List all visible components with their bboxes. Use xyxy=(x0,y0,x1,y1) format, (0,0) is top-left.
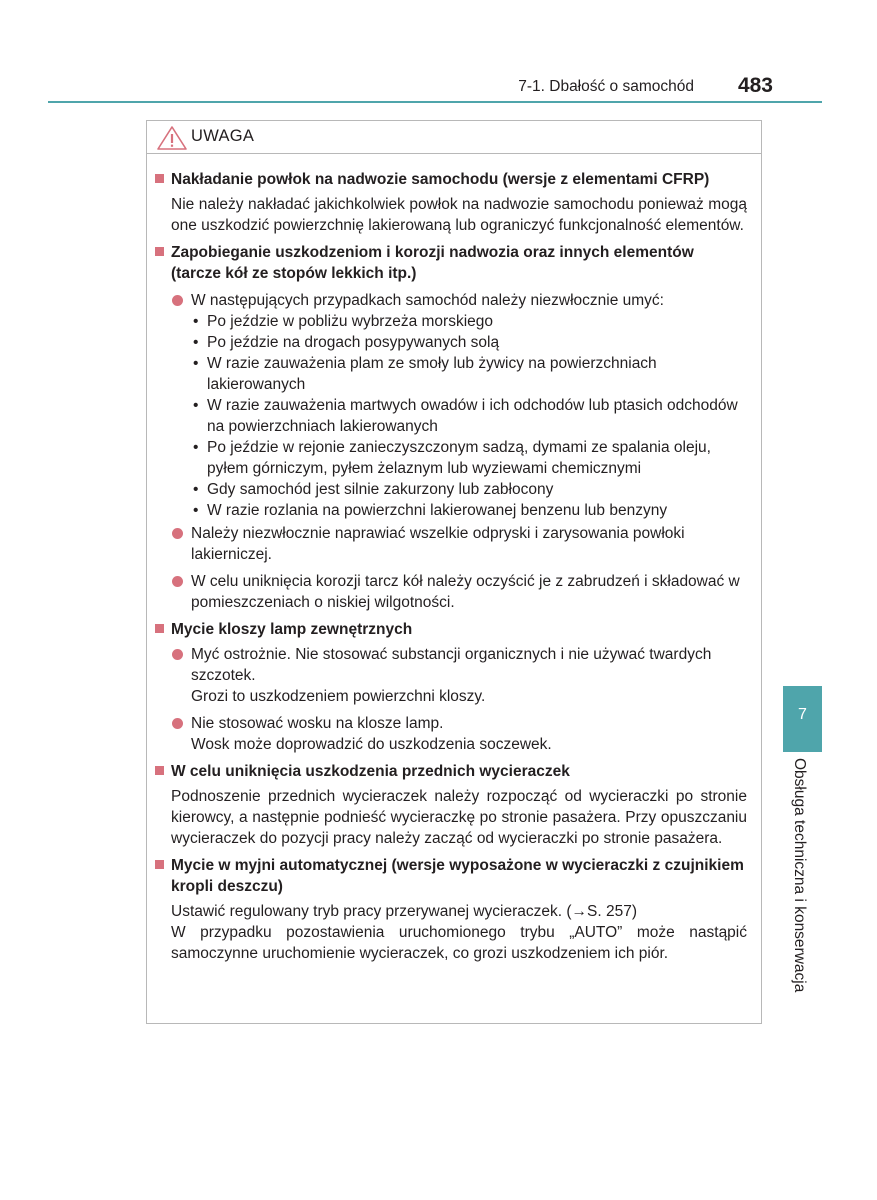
section-title xyxy=(155,242,747,284)
section-text-line: Ustawić regulowany tryb pracy przerywanej wycieraczek. (→S. 257) xyxy=(171,903,638,920)
list-item-text: Nie stosować wosku na klosze lamp. xyxy=(191,715,444,732)
warning-title: UWAGA xyxy=(191,127,255,145)
section-title xyxy=(155,855,747,897)
header-rule xyxy=(48,101,822,103)
round-bullet-icon xyxy=(172,718,183,729)
section-title-text: Zapobieganie uszkodzeniom i korozji nadwozia oraz innych elementów (tarcze kół ze stopów lekkich itp.) xyxy=(171,244,694,282)
section-cfrp xyxy=(155,169,747,236)
section-title-text: Mycie w myjni automatycznej (wersje wyposażone w wycieraczki z czujnikiem kropli deszczu) xyxy=(171,857,744,895)
list-item-continuation: Grozi to uszkodzeniem powierzchni kloszy. xyxy=(191,688,486,705)
round-bullet-icon xyxy=(172,649,183,660)
square-bullet-icon xyxy=(155,860,164,869)
list-item xyxy=(155,290,747,521)
section-text: Podnoszenie przednich wycieraczek należy rozpocząć od wycieraczki po stronie kierowcy, a następnie podnieść wycieraczkę po stronie pasażera. Przy opuszczaniu wycieraczek do pozycji pracy należy zacząć od wycieraczki po stronie pasażera. xyxy=(171,788,747,847)
round-bullet-icon xyxy=(172,528,183,539)
warning-content xyxy=(155,169,747,970)
section-text-line: W przypadku pozostawienia uruchomionego trybu „AUTO” może nastąpić samoczynne uruchomienie wycieraczek, co grozi uszkodzeniem ich piór. xyxy=(171,924,747,962)
sub-bullet: • Gdy samochód jest silnie zakurzony lub zabłocony xyxy=(191,479,747,500)
section-title-text: Mycie kloszy lamp zewnętrznych xyxy=(171,621,413,638)
list-item-text: W następujących przypadkach samochód należy niezwłocznie umyć: xyxy=(191,292,664,309)
section-title-text: W celu uniknięcia uszkodzenia przednich wycieraczek xyxy=(171,763,570,780)
section-text: Nie należy nakładać jakichkolwiek powłok na nadwozie samochodu ponieważ mogą one uszkodzić powierzchnię lakierowaną lub ograniczyć funkcjonalność elementów. xyxy=(171,196,747,234)
chapter-label: Obsługa techniczna i konserwacja xyxy=(791,758,808,993)
sub-bullet-list xyxy=(191,311,747,521)
round-bullet-icon xyxy=(172,576,183,587)
list-item-text: Myć ostrożnie. Nie stosować substancji organicznych i nie używać twardych szczotek. xyxy=(191,646,712,684)
list-item xyxy=(155,523,747,565)
warning-header xyxy=(147,121,761,154)
chapter-tab[interactable] xyxy=(783,686,822,752)
square-bullet-icon xyxy=(155,624,164,633)
section-wipers xyxy=(155,761,747,849)
list-item-text: W celu uniknięcia korozji tarcz kół należy oczyścić je z zabrudzeń i składować w pomieszczeniach o niskiej wilgotności. xyxy=(191,573,740,611)
section-text xyxy=(155,901,747,964)
list-item xyxy=(155,644,747,707)
warning-box xyxy=(146,120,762,1024)
section-title-text: Nakładanie powłok na nadwozie samochodu (wersje z elementami CFRP) xyxy=(171,171,710,188)
list-item xyxy=(155,571,747,613)
list-item-text: Należy niezwłocznie naprawiać wszelkie odpryski i zarysowania powłoki lakierniczej. xyxy=(191,525,685,563)
square-bullet-icon xyxy=(155,247,164,256)
section-corrosion xyxy=(155,242,747,613)
sub-bullet: • W razie zauważenia martwych owadów i ich odchodów lub ptasich odchodów na powierzchniach lakierowanych xyxy=(191,395,747,437)
square-bullet-icon xyxy=(155,174,164,183)
list-item xyxy=(155,713,747,755)
section-lamps xyxy=(155,619,747,755)
sub-bullet: • Po jeździe w rejonie zanieczyszczonym sadzą, dymami ze spalania oleju, pyłem górniczym, pyłem żelaznym lub wyziewami chemicznymi xyxy=(191,437,747,479)
chapter-number: 7 xyxy=(798,706,807,723)
section-carwash xyxy=(155,855,747,964)
section-title xyxy=(155,619,747,640)
sub-bullet: • W razie rozlania na powierzchni lakierowanej benzenu lub benzyny xyxy=(191,500,747,521)
page-number: 483 xyxy=(737,74,773,97)
section-title xyxy=(155,169,747,190)
sub-bullet: • Po jeździe na drogach posypywanych solą xyxy=(191,332,747,353)
sub-bullet: • W razie zauważenia plam ze smoły lub żywicy na powierzchniach lakierowanych xyxy=(191,353,747,395)
list-item-continuation: Wosk może doprowadzić do uszkodzenia soczewek. xyxy=(191,736,552,753)
round-bullet-icon xyxy=(172,295,183,306)
warning-triangle-icon xyxy=(157,126,187,150)
header-section-title: 7-1. Dbałość o samochód xyxy=(518,78,694,95)
sub-bullet: • Po jeździe w pobliżu wybrzeża morskiego xyxy=(191,311,747,332)
square-bullet-icon xyxy=(155,766,164,775)
section-title xyxy=(155,761,747,782)
